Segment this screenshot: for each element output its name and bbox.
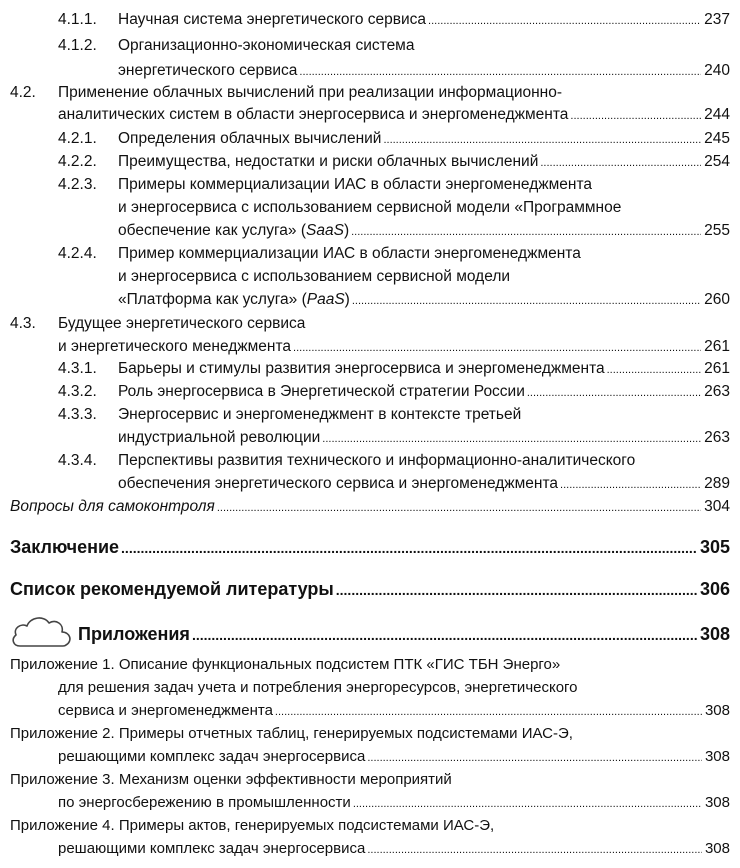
toc-appendix-2-cont[interactable] — [0, 746, 740, 768]
entry-title-line: Будущее энергетического сервиса — [58, 315, 306, 332]
entry-title-line: Перспективы развития технического и информационно-аналитического — [118, 452, 636, 469]
toc-entry-4-2-2[interactable] — [0, 151, 740, 173]
entry-number: 4.2. — [10, 84, 36, 101]
entry-number: 4.2.4. — [58, 245, 97, 262]
entry-title-line: для решения задач учета и потребления энергоресурсов, энергетического — [58, 679, 578, 696]
entry-page: 308 — [704, 702, 730, 719]
dot-leader — [293, 336, 701, 358]
dot-leader — [527, 381, 701, 403]
entry-title-line: Приложение 3. Механизм оценки эффективности мероприятий — [10, 771, 452, 788]
entry-title: Барьеры и стимулы развития энергосервиса и энергоменеджмента — [118, 360, 605, 377]
entry-title-line: решающими комплекс задач энергосервиса — [58, 840, 366, 857]
dot-leader — [540, 151, 701, 173]
dot-leader — [570, 104, 701, 126]
toc-entry-4-3-3[interactable] — [0, 404, 740, 426]
entry-number: 4.2.3. — [58, 176, 97, 193]
entry-title-line: Примеры коммерциализации ИАС в области энергоменеджмента — [118, 176, 592, 193]
toc-appendix-3[interactable] — [0, 769, 740, 791]
toc-entry-4-2[interactable] — [0, 82, 740, 104]
entry-page: 255 — [704, 222, 730, 239]
entry-page: 308 — [704, 794, 730, 811]
toc-entry-conclusion[interactable] — [0, 534, 740, 560]
toc-entry-4-2-1[interactable] — [0, 128, 740, 150]
dot-leader — [367, 838, 702, 860]
entry-number: 4.3.3. — [58, 406, 97, 423]
toc-entry-4-3-cont[interactable] — [0, 336, 740, 358]
entry-page: 308 — [704, 840, 730, 857]
toc-appendix-2[interactable] — [0, 723, 740, 745]
toc-appendix-1-cont1[interactable] — [0, 677, 740, 699]
entry-title: Список рекомендуемой литературы — [10, 579, 334, 599]
dot-leader — [275, 700, 702, 722]
toc-entry-4-2-cont[interactable] — [0, 104, 740, 126]
toc-appendix-4[interactable] — [0, 815, 740, 837]
entry-page: 305 — [699, 537, 730, 557]
dot-leader — [299, 60, 701, 82]
toc-entry-4-3-2[interactable] — [0, 381, 740, 403]
dot-leader — [367, 746, 702, 768]
entry-title-line: и энергосервиса с использованием сервисной модели — [118, 268, 511, 285]
entry-number: 4.2.1. — [58, 130, 97, 147]
toc-entry-4-2-3[interactable] — [0, 174, 740, 196]
entry-page: 261 — [704, 360, 730, 377]
dot-leader — [428, 9, 701, 31]
entry-number: 4.3.2. — [58, 383, 97, 400]
entry-page: 240 — [704, 62, 730, 79]
entry-title-line: Организационно-экономическая система — [118, 37, 415, 54]
entry-title: Определения облачных вычислений — [118, 130, 382, 147]
toc-entry-appendices[interactable] — [0, 621, 740, 647]
entry-title-line: Энергосервис и энергоменеджмент в контексте третьей — [118, 406, 522, 423]
entry-page: 260 — [704, 291, 730, 308]
entry-page: 308 — [699, 624, 730, 644]
entry-title-line: энергетического сервиса — [118, 62, 298, 79]
entry-title: Преимущества, недостатки и риски облачных вычислений — [118, 153, 539, 170]
entry-title: Приложения — [78, 624, 190, 644]
toc-entry-4-3-3-cont[interactable] — [0, 427, 740, 449]
toc-entry-4-3[interactable] — [0, 313, 740, 335]
entry-title-line: и энергетического менеджмента — [58, 338, 292, 355]
toc-entry-4-2-3-cont2[interactable] — [0, 220, 740, 242]
toc-appendix-1[interactable] — [0, 654, 740, 676]
toc-entry-4-3-4-cont[interactable] — [0, 473, 740, 495]
entry-number: 4.3.1. — [58, 360, 97, 377]
entry-title-line: «Платформа как услуга» (PaaS) — [118, 291, 350, 308]
entry-title-line: обеспечение как услуга» (SaaS) — [118, 222, 350, 239]
entry-title-line: обеспечения энергетического сервиса и энергоменеджмента — [118, 475, 559, 492]
entry-number: 4.3.4. — [58, 452, 97, 469]
dot-leader — [383, 128, 701, 150]
dot-leader — [217, 496, 701, 518]
toc-appendix-4-cont[interactable] — [0, 838, 740, 860]
entry-number: 4.1.2. — [58, 37, 97, 54]
entry-title-line: Приложение 2. Примеры отчетных таблиц, генерируемых подсистемами ИАС-Э, — [10, 725, 573, 742]
toc-entry-4-2-4-cont2[interactable] — [0, 289, 740, 311]
entry-page: 304 — [704, 498, 730, 515]
dot-leader — [560, 473, 701, 495]
entry-number: 4.3. — [10, 315, 36, 332]
entry-title: Заключение — [10, 537, 120, 557]
entry-page: 237 — [704, 11, 730, 28]
entry-title-line: аналитических систем в области энергосервиса и энергоменеджмента — [58, 106, 569, 123]
entry-page: 254 — [704, 153, 730, 170]
toc-appendix-3-cont[interactable] — [0, 792, 740, 814]
toc-entry-4-3-4[interactable] — [0, 450, 740, 472]
toc-entry-4-2-3-cont1[interactable] — [0, 197, 740, 219]
entry-title-line: Пример коммерциализации ИАС в области энергоменеджмента — [118, 245, 581, 262]
entry-title-line: сервиса и энергоменеджмента — [58, 702, 273, 719]
entry-page: 261 — [704, 338, 730, 355]
toc-entry-4-3-1[interactable] — [0, 358, 740, 380]
entry-title-line: и энергосервиса с использованием сервисной модели «Программное — [118, 199, 622, 216]
entry-page: 245 — [704, 130, 730, 147]
toc-entry-4-2-4-cont1[interactable] — [0, 266, 740, 288]
entry-title-line: по энергосбережению в промышленности — [58, 794, 351, 811]
dot-leader — [352, 289, 701, 311]
toc-entry-4-1-1[interactable] — [0, 9, 740, 31]
entry-title-line: Применение облачных вычислений при реализации информационно- — [58, 84, 562, 101]
entry-page: 263 — [704, 383, 730, 400]
entry-page: 244 — [704, 106, 730, 123]
dot-leader — [607, 358, 702, 380]
entry-page: 306 — [699, 579, 730, 599]
toc-appendix-1-cont2[interactable] — [0, 700, 740, 722]
entry-title-line: Приложение 1. Описание функциональных подсистем ПТК «ГИС ТБН Энерго» — [10, 656, 561, 673]
entry-number: 4.1.1. — [58, 11, 97, 28]
entry-page: 263 — [704, 429, 730, 446]
dot-leader — [121, 534, 697, 560]
dot-leader — [192, 621, 697, 647]
toc-entry-questions[interactable] — [0, 496, 740, 518]
dot-leader — [353, 792, 702, 814]
dot-leader — [322, 427, 701, 449]
toc-entry-4-1-2[interactable] — [0, 35, 740, 57]
dot-leader — [351, 220, 701, 242]
entry-title-line: индустриальной революции — [118, 429, 321, 446]
entry-title-line: Приложение 4. Примеры актов, генерируемых подсистемами ИАС-Э, — [10, 817, 495, 834]
entry-page: 289 — [704, 475, 730, 492]
toc-entry-4-2-4[interactable] — [0, 243, 740, 265]
entry-title: Вопросы для самоконтроля — [10, 498, 215, 515]
entry-title: Роль энергосервиса в Энергетической стратегии России — [118, 383, 525, 400]
dot-leader — [336, 576, 697, 602]
entry-title: Научная система энергетического сервиса — [118, 11, 427, 28]
entry-title-line: решающими комплекс задач энергосервиса — [58, 748, 366, 765]
toc-entry-4-1-2-cont[interactable] — [0, 60, 740, 82]
entry-number: 4.2.2. — [58, 153, 97, 170]
entry-page: 308 — [704, 748, 730, 765]
toc-entry-literature[interactable] — [0, 576, 740, 602]
